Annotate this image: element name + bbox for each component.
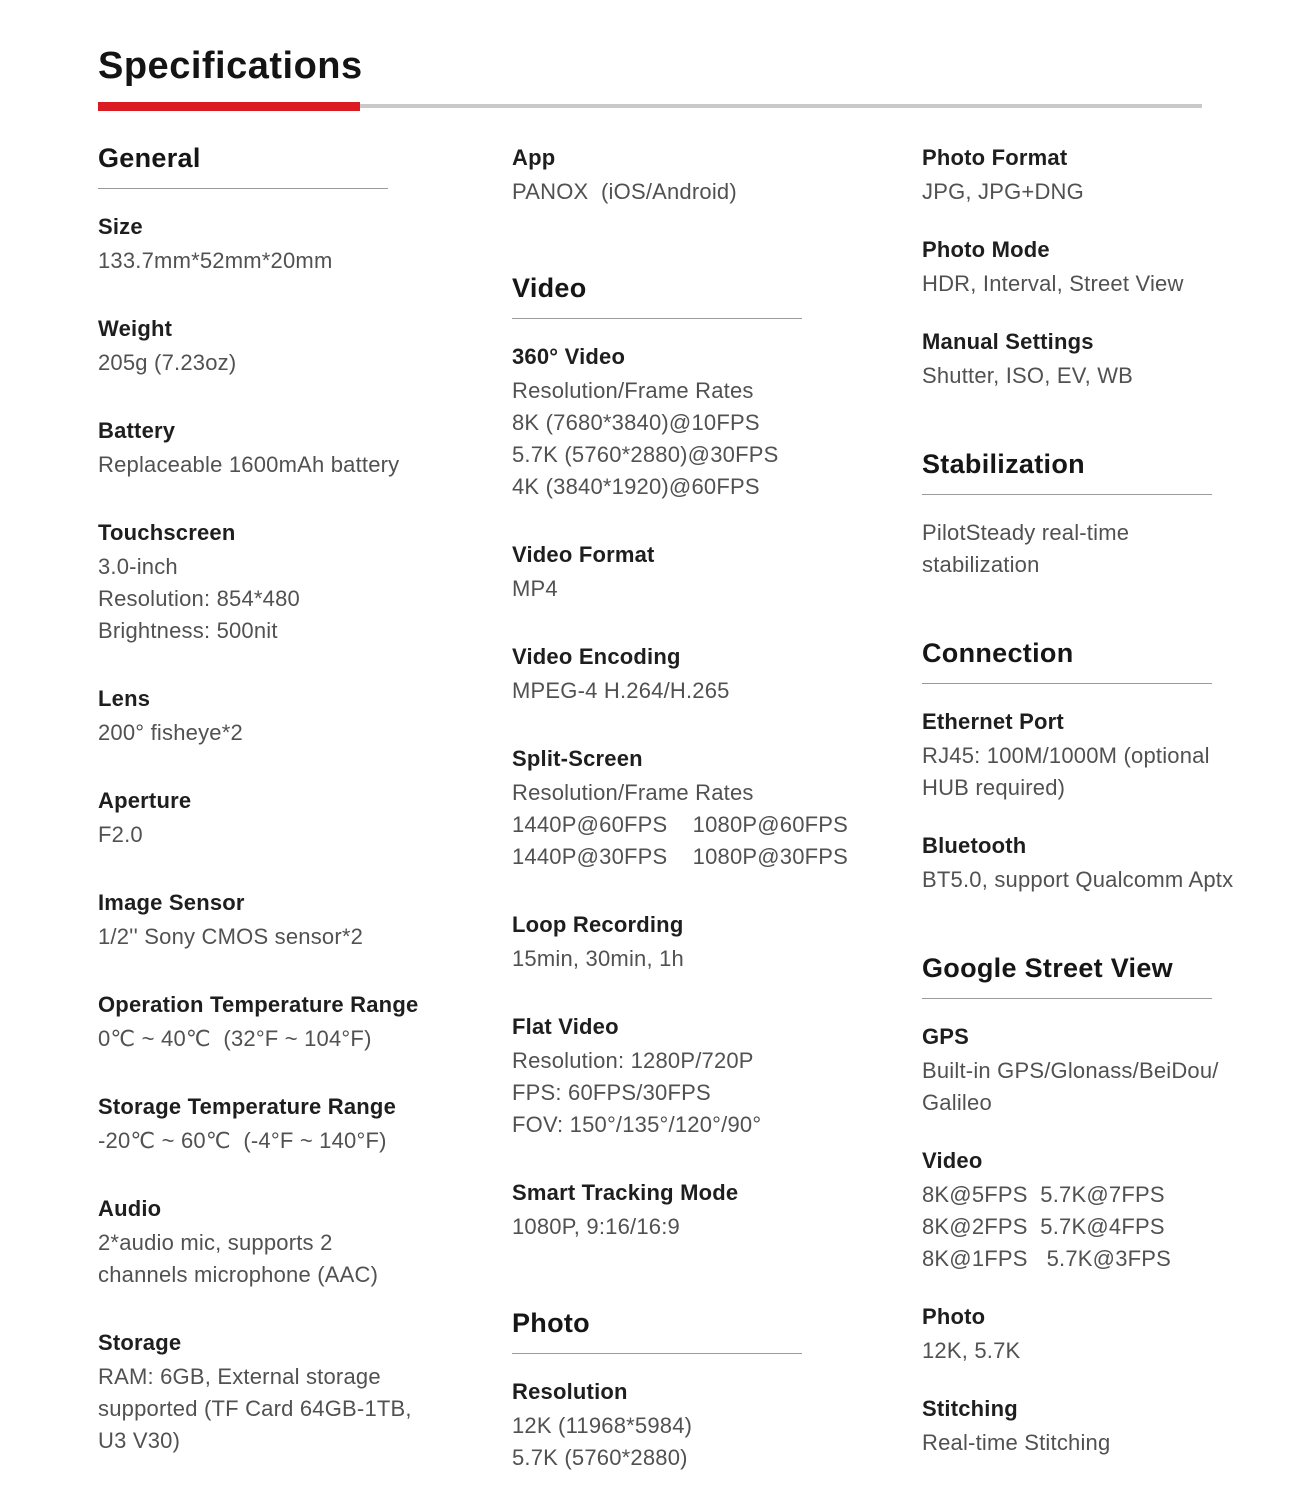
spec-label: Split-Screen [512, 746, 643, 771]
spec-item-app [512, 142, 922, 208]
spec-label: Image Sensor [98, 890, 245, 915]
spec-value-line: Built-in GPS/Glonass/BeiDou/ [922, 1058, 1219, 1083]
spec-value-line: 1440P@30FPS 1080P@30FPS [512, 844, 849, 869]
spec-value-line: MP4 [512, 576, 558, 601]
spec-value-line: 1440P@60FPS 1080P@60FPS [512, 812, 849, 837]
spec-value-line: Galileo [922, 1090, 992, 1115]
column-3 [922, 142, 1260, 1510]
section-general [98, 142, 512, 189]
spec-value-line: RJ45: 100M/1000M (optional [922, 743, 1210, 768]
spec-value-line: Resolution: 1280P/720P [512, 1048, 754, 1073]
spec-value-line: 12K (11968*5984) [512, 1413, 693, 1438]
spec-value-line: channels microphone (AAC) [98, 1262, 379, 1287]
spec-value-line: 15min, 30min, 1h [512, 946, 684, 971]
spec-label: Manual Settings [922, 329, 1094, 354]
section-title-video: Video [512, 273, 587, 303]
spec-item-photo-mode [922, 234, 1260, 300]
section-title-connection: Connection [922, 638, 1074, 668]
column-2 [512, 142, 922, 1510]
page-title: Specifications [98, 45, 363, 87]
spec-value-line: 8K@2FPS 5.7K@4FPS [922, 1214, 1165, 1239]
spec-label: Photo Mode [922, 237, 1050, 262]
spec-item-smart-tracking-mode [512, 1177, 922, 1243]
section-rule [512, 1353, 802, 1354]
spec-item-weight [98, 313, 512, 379]
section-title-stabilization: Stabilization [922, 449, 1085, 479]
spec-value-line: Resolution/Frame Rates [512, 378, 754, 403]
title-rule [98, 102, 1202, 112]
spec-label: Photo [922, 1304, 986, 1329]
spec-value-line: 12K, 5.7K [922, 1338, 1021, 1363]
spec-item-photo-format [922, 142, 1260, 208]
spec-value-line: -20℃ ~ 60℃ (-4°F ~ 140°F) [98, 1128, 387, 1153]
spec-item [922, 517, 1260, 581]
spec-label: 360° Video [512, 344, 626, 369]
title-accent-bar [98, 102, 360, 111]
spec-value-line: Shutter, ISO, EV, WB [922, 363, 1134, 388]
spec-item-ethernet-port [922, 706, 1260, 804]
spec-label: Bluetooth [922, 833, 1027, 858]
spec-label: Video Encoding [512, 644, 681, 669]
section-title-general: General [98, 143, 201, 173]
spec-label: Video [922, 1148, 983, 1173]
spec-value-line: 133.7mm*52mm*20mm [98, 248, 333, 273]
spec-value-line: 8K@5FPS 5.7K@7FPS [922, 1182, 1165, 1207]
spec-item-split-screen [512, 743, 922, 873]
spec-label: Battery [98, 418, 176, 443]
spec-value-line: RAM: 6GB, External storage [98, 1364, 381, 1389]
spec-item-image-sensor [98, 887, 512, 953]
section-rule [922, 998, 1212, 999]
spec-value-line: 5.7K (5760*2880)@30FPS [512, 442, 779, 467]
spec-value-line: F2.0 [98, 822, 143, 847]
spec-value-line: JPG, JPG+DNG [922, 179, 1084, 204]
section-photo [512, 1307, 922, 1354]
spec-label: Flat Video [512, 1014, 619, 1039]
spec-value-line: stabilization [922, 552, 1040, 577]
spec-item-loop-recording [512, 909, 922, 975]
section-video [512, 272, 922, 319]
spec-value-line: Real-time Stitching [922, 1430, 1111, 1455]
spec-value-line: supported (TF Card 64GB-1TB, [98, 1396, 412, 1421]
spec-value-line: 8K (7680*3840)@10FPS [512, 410, 760, 435]
spec-columns [98, 142, 1260, 1510]
spec-item-video-format [512, 539, 922, 605]
spec-item-video-encoding [512, 641, 922, 707]
spec-value-line: 1/2'' Sony CMOS sensor*2 [98, 924, 364, 949]
spec-label: Touchscreen [98, 520, 236, 545]
spec-value-line: 0℃ ~ 40℃ (32°F ~ 104°F) [98, 1026, 372, 1051]
spec-value-line: Brightness: 500nit [98, 618, 278, 643]
spec-value-line: 8K@1FPS 5.7K@3FPS [922, 1246, 1172, 1271]
section-rule [922, 494, 1212, 495]
spec-value-line: BT5.0, support Qualcomm Aptx [922, 867, 1234, 892]
spec-value-line: Replaceable 1600mAh battery [98, 452, 400, 477]
spec-value-line: 1080P, 9:16/16:9 [512, 1214, 680, 1239]
spec-value-line: FPS: 60FPS/30FPS [512, 1080, 711, 1105]
spec-value-line: FOV: 150°/135°/120°/90° [512, 1112, 762, 1137]
spec-item-photo [922, 1301, 1260, 1367]
spec-label: App [512, 145, 556, 170]
spec-label: Lens [98, 686, 151, 711]
spec-item-operation-temperature-range [98, 989, 512, 1055]
spec-label: GPS [922, 1024, 970, 1049]
spec-value-line: Resolution/Frame Rates [512, 780, 754, 805]
spec-value-line: 3.0-inch [98, 554, 178, 579]
spec-label: Storage Temperature Range [98, 1094, 397, 1119]
section-rule [922, 683, 1212, 684]
section-connection [922, 637, 1260, 684]
spec-item-battery [98, 415, 512, 481]
spec-value-line: 205g (7.23oz) [98, 350, 237, 375]
spec-item-storage-temperature-range [98, 1091, 512, 1157]
section-title-google-street-view: Google Street View [922, 953, 1173, 983]
spec-label: Resolution [512, 1379, 628, 1404]
spec-value-line: 2*audio mic, supports 2 [98, 1230, 333, 1255]
spec-item-bluetooth [922, 830, 1260, 896]
spec-item-audio [98, 1193, 512, 1291]
spec-item-360-video [512, 341, 922, 503]
spec-label: Audio [98, 1196, 162, 1221]
spec-label: Photo Format [922, 145, 1068, 170]
spec-item-manual-settings [922, 326, 1260, 392]
spec-item-resolution [512, 1376, 922, 1474]
spec-item-video [922, 1145, 1260, 1275]
spec-label: Aperture [98, 788, 192, 813]
spec-value-line: U3 V30) [98, 1428, 181, 1453]
section-title-photo: Photo [512, 1308, 590, 1338]
spec-item-size [98, 211, 512, 277]
spec-item-touchscreen [98, 517, 512, 647]
spec-value-line: HDR, Interval, Street View [922, 271, 1184, 296]
title-divider-line [360, 104, 1202, 108]
spec-value-line: PANOX (iOS/Android) [512, 179, 737, 204]
spec-item-stitching [922, 1393, 1260, 1459]
spec-value-line: MPEG-4 H.264/H.265 [512, 678, 730, 703]
spec-value-line: PilotSteady real-time [922, 520, 1130, 545]
section-rule [98, 188, 388, 189]
spec-item-storage [98, 1327, 512, 1457]
spec-value-line: 200° fisheye*2 [98, 720, 243, 745]
section-rule [512, 318, 802, 319]
spec-item-flat-video [512, 1011, 922, 1141]
spec-label: Weight [98, 316, 173, 341]
section-stabilization [922, 448, 1260, 495]
spec-value-line: HUB required) [922, 775, 1066, 800]
spec-item-gps [922, 1021, 1260, 1119]
section-google-street-view [922, 952, 1260, 999]
spec-item-aperture [98, 785, 512, 851]
column-1 [98, 142, 512, 1510]
spec-item-lens [98, 683, 512, 749]
spec-label: Operation Temperature Range [98, 992, 419, 1017]
spec-label: Video Format [512, 542, 655, 567]
spec-label: Ethernet Port [922, 709, 1064, 734]
spec-label: Storage [98, 1330, 182, 1355]
spec-label: Size [98, 214, 143, 239]
spec-label: Loop Recording [512, 912, 684, 937]
spec-label: Smart Tracking Mode [512, 1180, 739, 1205]
spec-value-line: 4K (3840*1920)@60FPS [512, 474, 760, 499]
spec-label: Stitching [922, 1396, 1018, 1421]
spec-value-line: Resolution: 854*480 [98, 586, 300, 611]
spec-value-line: 5.7K (5760*2880) [512, 1445, 688, 1470]
